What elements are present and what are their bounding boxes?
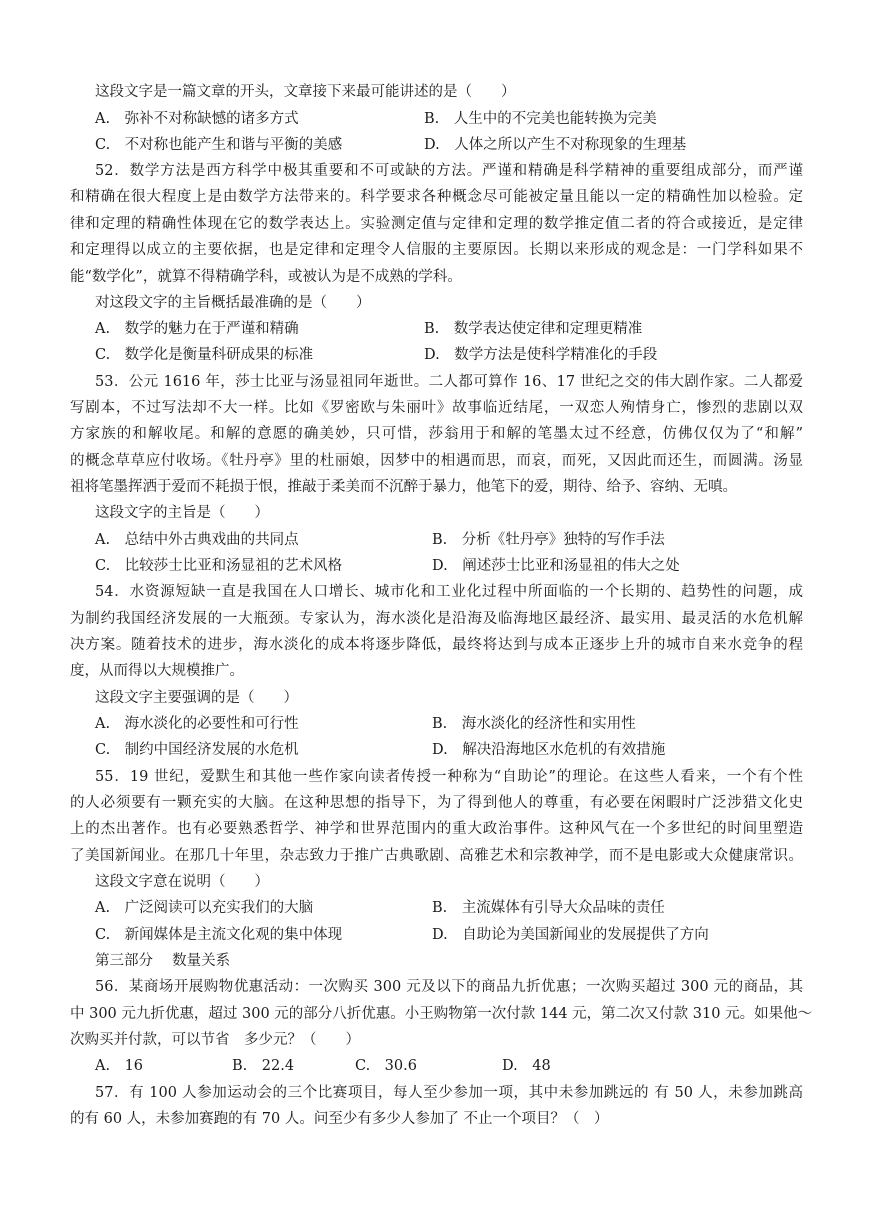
q51-stem: 这段文字是一篇文章的开头，文章接下来最可能讲述的是（ ） xyxy=(95,84,516,100)
q53-option-c: C. 比较莎士比亚和汤显祖的艺术风格 xyxy=(95,558,343,574)
q52-text-line: 和精确在很大程度上是由数学方法带来的。科学要求各种概念尽可能被定量且能以一定的精确性加以检验。定 xyxy=(70,189,803,205)
q54-text-line: 度，从而得以大规模推广。 xyxy=(70,663,244,679)
q57-text-line: 的有 60 人，未参加赛跑的有 70 人。问至少有多少人参加了 不止一个项目？（ ） xyxy=(70,1111,609,1127)
q52-text-line: 和定理得以成立的主要依据，也是定律和定理令人信服的主要原因。长期以来形成的观念是：一门学科如果不 xyxy=(70,242,803,258)
q54-text-line: 54．水资源短缺一直是我国在人口增长、城市化和工业化过程中所面临的一个长期的、趋势性的问题，成 xyxy=(95,584,803,600)
q53-option-a: A. 总结中外古典戏曲的共同点 xyxy=(95,532,299,548)
q54-option-d: D. 解决沿海地区水危机的有效措施 xyxy=(432,742,666,758)
q56-option-b: B. 22.4 xyxy=(232,1058,295,1074)
q54-option-b: B. 海水淡化的经济性和实用性 xyxy=(432,716,636,732)
q52-question: 对这段文字的主旨概括最准确的是（ ） xyxy=(95,295,371,311)
q52-option-a: A. 数学的魅力在于严谨和精确 xyxy=(95,321,299,337)
q56-text-line: 次购买并付款，可以节省 多少元？（ ） xyxy=(70,1032,360,1048)
q55-text-line: 的人必须要有一颗充实的大脑。在这种思想的指导下，为了得到他人的尊重，有必要在闲暇时广泛涉猎文化史 xyxy=(70,795,803,811)
q52-text-line: 52．数学方法是西方科学中极其重要和不可或缺的方法。严谨和精确是科学精神的重要组成部分，而严谨 xyxy=(95,163,803,179)
q51-option-c: C. 不对称也能产生和谐与平衡的美感 xyxy=(95,137,343,153)
q55-text-line: 上的杰出著作。也有必要熟悉哲学、神学和世界范围内的重大政治事件。这种风气在一个多世纪的时间里塑造 xyxy=(70,821,803,837)
q56-option-a: A. 16 xyxy=(95,1058,144,1074)
q51-option-b: B. 人生中的不完美也能转换为完美 xyxy=(424,111,657,127)
q56-option-d: D. 48 xyxy=(502,1058,551,1074)
q53-text-line: 方家族的和解收尾。和解的意愿的确美妙，只可惜，莎翁用于和解的笔墨太过不经意，仿佛仅仅为了“和解” xyxy=(70,426,803,442)
q51-option-a: A. 弥补不对称缺憾的诸多方式 xyxy=(95,111,299,127)
q53-text-line: 写剧本，不过写法却不大一样。比如《罗密欧与朱丽叶》故事临近结尾，一双恋人殉情身亡，惨烈的悲剧以双 xyxy=(70,400,803,416)
q51-option-d: D. 人体之所以产生不对称现象的生理基 xyxy=(424,137,687,153)
q56-option-c: C. 30.6 xyxy=(355,1058,417,1074)
section-heading: 第三部分 数量关系 xyxy=(95,953,231,969)
q53-question: 这段文字的主旨是（ ） xyxy=(95,505,269,521)
q55-option-d: D. 自助论为美国新闻业的发展提供了方向 xyxy=(432,927,709,943)
q56-text-line: 56．某商场开展购物优惠活动：一次购买 300 元及以下的商品九折优惠；一次购买超过 300 元的商品，其 xyxy=(95,979,803,995)
q55-question: 这段文字意在说明（ ） xyxy=(95,874,269,890)
q52-option-c: C. 数学化是衡量科研成果的标准 xyxy=(95,347,314,363)
q53-text-line: 53．公元 1616 年，莎士比亚与汤显祖同年逝世。二人都可算作 16、17 世纪之交的伟大剧作家。二人都爱 xyxy=(95,374,803,390)
q52-text-line: 律和定理的精确性体现在它的数学表达上。实验测定值与定律和定理的数学推定值二者的符合或接近，是定律 xyxy=(70,216,803,232)
q55-text-line: 了美国新闻业。在那几十年里，杂志致力于推广古典歌剧、高雅艺术和宗教神学，而不是电影或大众健康常识。 xyxy=(70,848,803,864)
q55-option-c: C. 新闻媒体是主流文化观的集中体现 xyxy=(95,927,343,943)
q55-option-b: B. 主流媒体有引导大众品味的责任 xyxy=(432,900,665,916)
q54-text-line: 决方案。随着技术的进步，海水淡化的成本将逐步降低，最终将达到与成本正逐步上升的城市自来水竞争的程 xyxy=(70,637,803,653)
q52-option-b: B. 数学表达使定律和定理更精准 xyxy=(424,321,643,337)
q55-text-line: 55．19 世纪，爱默生和其他一些作家向读者传授一种称为“自助论”的理论。在这些人看来，一个有个性 xyxy=(95,769,803,785)
q56-text-line: 中 300 元九折优惠，超过 300 元的部分八折优惠。小王购物第一次付款 144 元，第二次又付款 310 元。如果他～ xyxy=(70,1006,813,1022)
q53-option-b: B. 分析《牡丹亭》独特的写作手法 xyxy=(432,532,665,548)
q54-text-line: 为制约我国经济发展的一大瓶颈。专家认为，海水淡化是沿海及临海地区最经济、最实用、最灵活的水危机解 xyxy=(70,611,803,627)
q54-question: 这段文字主要强调的是（ ） xyxy=(95,690,298,706)
q54-option-c: C. 制约中国经济发展的水危机 xyxy=(95,742,299,758)
q53-text-line: 的概念草草应付收场。《牡丹亭》里的杜丽娘，因梦中的相遇而思，而哀，而死，又因此而还生，而圆满。汤显 xyxy=(70,453,803,469)
q55-option-a: A. 广泛阅读可以充实我们的大脑 xyxy=(95,900,314,916)
q53-option-d: D. 阐述莎士比亚和汤显祖的伟大之处 xyxy=(432,558,680,574)
q53-text-line: 祖将笔墨挥洒于爱而不耗损于恨，推敲于柔美而不沉醉于暴力，他笔下的爱，期待、给予、容纳、无嗔。 xyxy=(70,479,737,495)
q52-option-d: D. 数学方法是使科学精准化的手段 xyxy=(424,347,658,363)
q52-text-line: 能“数学化”，就算不得精确学科，或被认为是不成熟的学科。 xyxy=(70,269,462,285)
q54-option-a: A. 海水淡化的必要性和可行性 xyxy=(95,716,299,732)
q57-text-line: 57．有 100 人参加运动会的三个比赛项目，每人至少参加一项，其中未参加跳远的 有 50 人，未参加跳高 xyxy=(95,1085,803,1101)
